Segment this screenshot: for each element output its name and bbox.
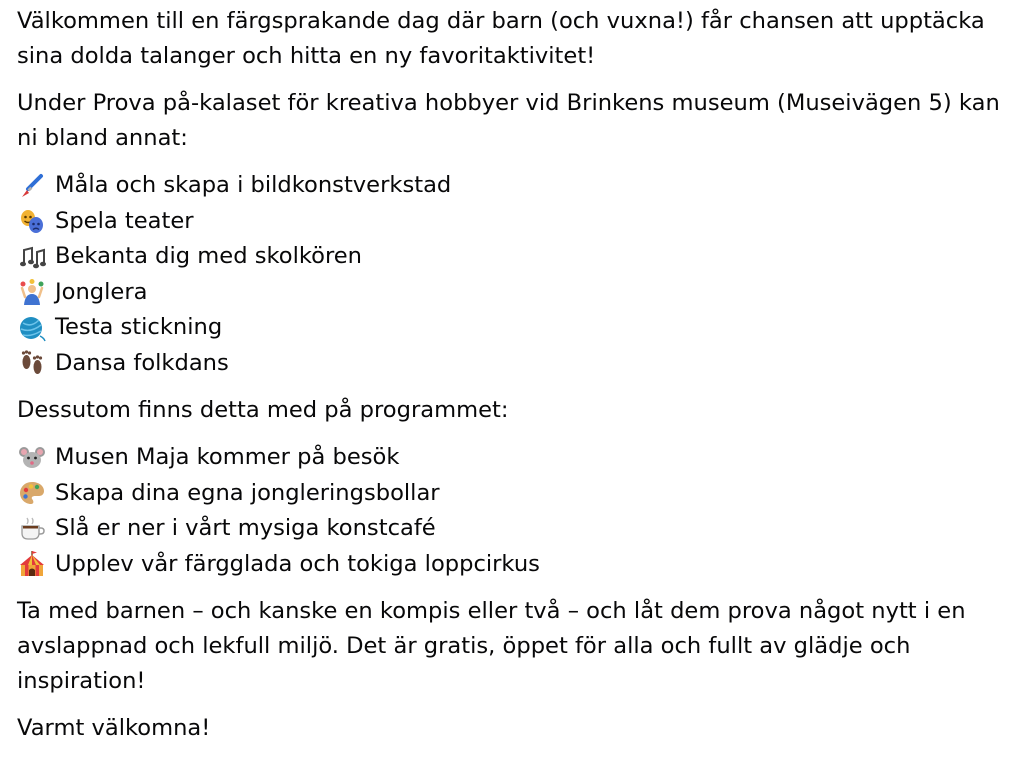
activity-text: Testa stickning [55,314,223,341]
program-text: Slå er ner i vårt mysiga konstcafé [55,515,436,542]
list-item [17,168,1007,204]
list-item [17,547,1007,583]
list-item [17,204,1007,240]
activity-text: Spela teater [55,207,194,234]
list-item [17,239,1007,275]
program-text: Upplev vår färgglada och tokiga loppcirkus [55,550,540,577]
list-item [17,346,1007,382]
artist-palette-icon [17,478,47,508]
yarn-ball-icon [17,313,47,343]
list-item [17,275,1007,311]
music-notes-icon [17,242,47,272]
program-text: Musen Maja kommer på besök [55,444,400,471]
closing-paragraph: Ta med barnen – och kanske en kompis eller två – och låt dem prova något nytt i en avslappnad och lekfull miljö. Det är gratis, öppet för alla och fullt av glädje och inspiration! [17,598,966,694]
lead-paragraph: Under Prova på-kalaset för kreativa hobbyer vid Brinkens museum (Museivägen 5) kan ni bland annat: [17,90,1000,151]
footprints-icon [17,348,47,378]
circus-tent-icon [17,549,47,579]
program-text: Skapa dina egna jongleringsbollar [55,479,440,506]
list-item [17,476,1007,512]
activities-list [17,168,1007,381]
list-item [17,440,1007,476]
paintbrush-icon [17,171,47,201]
activity-text: Måla och skapa i bildkonstverkstad [55,172,452,199]
activity-text: Bekanta dig med skolkören [55,243,362,270]
mouse-face-icon [17,443,47,473]
activity-text: Jonglera [55,278,148,305]
program-list [17,440,1007,582]
list-item [17,511,1007,547]
program-intro-paragraph: Dessutom finns detta med på programmet: [17,397,509,423]
coffee-cup-icon [17,514,47,544]
activity-text: Dansa folkdans [55,349,229,376]
post-body [17,4,1007,758]
theater-masks-icon [17,206,47,236]
list-item [17,310,1007,346]
signoff-paragraph: Varmt välkomna! [17,715,211,741]
juggler-icon [17,277,47,307]
intro-paragraph: Välkommen till en färgsprakande dag där barn (och vuxna!) får chansen att upptäcka sina dolda talanger och hitta en ny favoritaktivitet! [17,8,985,69]
